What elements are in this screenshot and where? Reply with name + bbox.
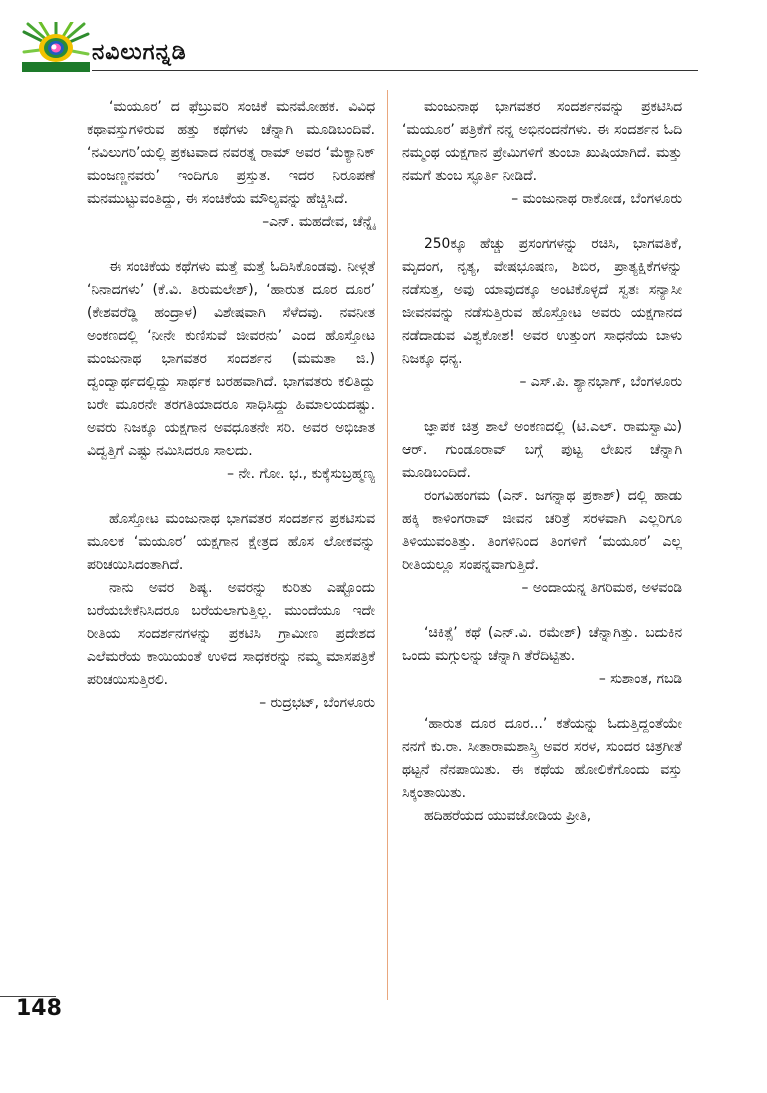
letter — [87, 96, 375, 234]
letter-signature: – ಮಂಜುನಾಥ ರಾಕೋಡ, ಬೆಂಗಳೂರು — [511, 191, 682, 207]
letter — [87, 508, 375, 715]
letter-text: 250ಕ್ಕೂ ಹೆಚ್ಚು ಪ್ರಸಂಗಗಳನ್ನು ರಚಿಸಿ, ಭಾಗವತಿಕೆ, ಮೃದಂಗ, ನೃತ್ಯ, ವೇಷಭೂಷಣ, ಶಿಬಿರ, ಪ್ರಾತ್ಯಕ್ಷಿಕೆಗಳನ್ನು ನಡೆಸುತ್ತ, ಅವು ಯಾವುದಕ್ಕೂ ಅಂಟಿಕೊಳ್ಳದೆ ಸ್ವತಃ ಸನ್ಯಾಸೀ ಜೀವನವನ್ನು ನಡೆಸುತ್ತಿರುವ ಹೊಸ್ತೋಟ ಅವರು ಯಕ್ಷಗಾನದ ನಡೆದಾಡುವ ವಿಶ್ವಕೋಶ! ಅವರ ಉತ್ತುಂಗ ಸಾಧನೆಯ ಬಾಳು ನಿಜಕ್ಕೂ ಧನ್ಯ. — [402, 236, 682, 367]
column-divider — [387, 90, 388, 1000]
left-column — [87, 96, 375, 737]
letter — [402, 622, 682, 691]
letter-text: ‘ಹಾರುತ ದೂರ ದೂರ...’ ಕತೆಯನ್ನು ಓದುತ್ತಿದ್ದಂತೆಯೇ ನನಗೆ ಕು.ರಾ. ಸೀತಾರಾಮಶಾಸ್ತ್ರಿ ಅವರ ಸರಳ, ಸುಂದರ ಚಿತ್ರಗೀತೆ ಥಟ್ಟನೆ ನೆನಪಾಯಿತು. ಈ ಕಥೆಯ ಹೋಲಿಕೆಗೊಂದು ವಸ್ತು ಸಿಕ್ಕಂತಾಯಿತು. — [402, 716, 682, 801]
letter-signature: – ಅಂದಾಯನ್ನ ತಿಗರಿಮಠ, ಅಳವಂಡಿ — [521, 580, 682, 596]
letter-text: ಈ ಸಂಚಿಕೆಯ ಕಥೆಗಳು ಮತ್ತೆ ಮತ್ತೆ ಓದಿಸಿಕೊಂಡವು. ನೀಳ್ಗತೆ ‘ನಿನಾದಗಳು’ (ಕೆ.ವಿ. ತಿರುಮಲೇಶ್), ‘ಹಾರುತ ದೂರ ದೂರ’ (ಕೇಶವರೆಡ್ಡಿ ಹಂದ್ರಾಳ) ವಿಶೇಷವಾಗಿ ಸೆಳೆದವು. ನವನೀತ ಅಂಕಣದಲ್ಲಿ ‘ನೀನೇ ಕುಣಿಸುವೆ ಜೀವರನು’ ಎಂದ ಹೊಸ್ತೋಟ ಮಂಜುನಾಥ ಭಾಗವತರ ಸಂದರ್ಶನ (ಮಮತಾ ಜಿ.) ದ್ವಂದ್ವಾರ್ಥದಲ್ಲಿದ್ದು ಸಾರ್ಥಕ ಬರಹವಾಗಿದೆ. ಭಾಗವತರು ಕಲಿತಿದ್ದು ಬರೇ ಮೂರನೇ ತರಗತಿಯಾದರೂ ಸಾಧಿಸಿದ್ದು ಹಿಮಾಲಯದಷ್ಟು. ಅವರು ನಿಜಕ್ಕೂ ಯಕ್ಷಗಾನ ಅವಧೂತನೇ ಸರಿ. ಅವರ ಅಭಿಜಾತ ವಿದ್ವತ್ತಿಗೆ ಎಷ್ಟು ನಮಿಸಿದರೂ ಸಾಲದು. — [87, 259, 375, 459]
right-column — [402, 96, 682, 850]
letter — [402, 233, 682, 394]
letter-text: ನಾನು ಅವರ ಶಿಷ್ಯ. ಅವರನ್ನು ಕುರಿತು ಎಷ್ಟೊಂದು ಬರೆಯಬೇಕೆನಿಸಿದರೂ ಬರೆಯಲಾಗುತ್ತಿಲ್ಲ. ಮುಂದೆಯೂ ಇದೇ ರೀತಿಯ ಸಂದರ್ಶನಗಳನ್ನು ಪ್ರಕಟಿಸಿ ಗ್ರಾಮೀಣ ಪ್ರದೇಶದ ಎಲೆಮರೆಯ ಕಾಯಿಯಂತೆ ಉಳಿದ ಸಾಧಕರನ್ನು ನಮ್ಮ ಮಾಸಪತ್ರಿಕೆ ಪರಿಚಯಿಸುತ್ತಿರಲಿ. — [87, 580, 375, 688]
section-title: ನವಿಲುಗನ್ನಡಿ — [92, 40, 187, 65]
letter-text: ‘ಚಿಕಿತ್ಸೆ’ ಕಥೆ (ಎನ್.ವಿ. ರಮೇಶ್) ಚೆನ್ನಾಗಿತ್ತು. ಬದುಕಿನ ಒಂದು ಮಗ್ಗುಲನ್ನು ಚೆನ್ನಾಗಿ ತೆರೆದಿಟ್ಟಿತು. — [402, 625, 682, 664]
letter-text: ‘ಮಯೂರ’ ದ ಫೆಬ್ರುವರಿ ಸಂಚಿಕೆ ಮನಮೋಹಕ. ವಿವಿಧ ಕಥಾವಸ್ತುಗಳಿರುವ ಹತ್ತು ಕಥೆಗಳು ಚೆನ್ನಾಗಿ ಮೂಡಿಬಂದಿವೆ. ‘ನವಿಲುಗರಿ’ಯಲ್ಲಿ ಪ್ರಕಟವಾದ ನವರತ್ನ ರಾಮ್ ಅವರ ‘ಮೆಕ್ಯಾನಿಕ್ ಮಂಜಣ್ಣನವರು’ ಇಂದಿಗೂ ಪ್ರಸ್ತುತ. ಇದರ ನಿರೂಪಣೆ ಮನಮುಟ್ಟುವಂತಿದ್ದು, ಈ ಸಂಚಿಕೆಯ ಮೌಲ್ಯವನ್ನು ಹೆಚ್ಚಿಸಿದೆ. — [87, 99, 375, 207]
letter — [402, 713, 682, 828]
letter-signature: –ಎನ್. ಮಹದೇವ, ಚೆನ್ನೈ — [262, 214, 375, 230]
letter-text: ಮಂಜುನಾಥ ಭಾಗವತರ ಸಂದರ್ಶನವನ್ನು ಪ್ರಕಟಿಸಿದ ‘ಮಯೂರ’ ಪತ್ರಿಕೆಗೆ ನನ್ನ ಅಭಿನಂದನೆಗಳು. ಈ ಸಂದರ್ಶನ ಓದಿ ನಮ್ಮಂಥ ಯಕ್ಷಗಾನ ಪ್ರೇಮಿಗಳಿಗೆ ತುಂಬಾ ಖುಷಿಯಾಗಿದೆ. ಮತ್ತು ನಮಗೆ ತುಂಬ ಸ್ಫೂರ್ತಿ ನೀಡಿದೆ. — [402, 99, 682, 184]
letter-signature: – ನೇ. ಗೋ. ಭ., ಕುಕ್ಕೆಸುಬ್ರಹ್ಮಣ್ಯ — [227, 466, 375, 482]
peacock-feather-logo — [22, 22, 90, 72]
letter — [87, 256, 375, 486]
letter-signature: – ರುದ್ರಭಟ್, ಬೆಂಗಳೂರು — [259, 695, 375, 711]
letter — [402, 416, 682, 600]
letter — [402, 96, 682, 211]
letter-text: ಹೊಸ್ತೋಟ ಮಂಜುನಾಥ ಭಾಗವತರ ಸಂದರ್ಶನ ಪ್ರಕಟಿಸುವ ಮೂಲಕ ‘ಮಯೂರ’ ಯಕ್ಷಗಾನ ಕ್ಷೇತ್ರದ ಹೊಸ ಲೋಕವನ್ನು ಪರಿಚಯಿಸಿದಂತಾಗಿದೆ. — [87, 511, 375, 573]
letter-signature: – ಸುಶಾಂತ, ಗಬಡಿ — [598, 671, 682, 687]
page-number: 148 — [16, 996, 62, 1021]
letter-text: ಹದಿಹರೆಯದ ಯುವಜೋಡಿಯ ಪ್ರೀತಿ, — [424, 808, 592, 824]
header-rule — [92, 70, 698, 71]
letter-signature: – ಎಸ್.ಪಿ. ಶ್ಯಾನಭಾಗ್, ಬೆಂಗಳೂರು — [519, 374, 682, 390]
page-header — [22, 22, 682, 74]
letter-text: ಜ್ಞಾಪಕ ಚಿತ್ರ ಶಾಲೆ ಅಂಕಣದಲ್ಲಿ (ಟಿ.ಎಲ್. ರಾಮಸ್ವಾಮಿ) ಆರ್. ಗುಂಡೂರಾವ್ ಬಗ್ಗೆ ಪುಟ್ಟ ಲೇಖನ ಚೆನ್ನಾಗಿ ಮೂಡಿಬಂದಿದೆ. — [402, 419, 682, 481]
letter-text: ರಂಗವಿಹಂಗಮ (ಎನ್. ಜಗನ್ನಾಥ ಪ್ರಕಾಶ್) ದಲ್ಲಿ ಹಾಡು ಹಕ್ಕಿ ಕಾಳಿಂಗರಾವ್ ಜೀವನ ಚರಿತ್ರೆ ಸರಳವಾಗಿ ಎಲ್ಲರಿಗೂ ತಿಳಿಯುವಂತಿತ್ತು. ತಿಂಗಳಿನಿಂದ ತಿಂಗಳಿಗೆ ‘ಮಯೂರ’ ಎಲ್ಲ ರೀತಿಯಲ್ಲೂ ಸಂಪನ್ನವಾಗುತ್ತಿದೆ. — [402, 488, 682, 573]
